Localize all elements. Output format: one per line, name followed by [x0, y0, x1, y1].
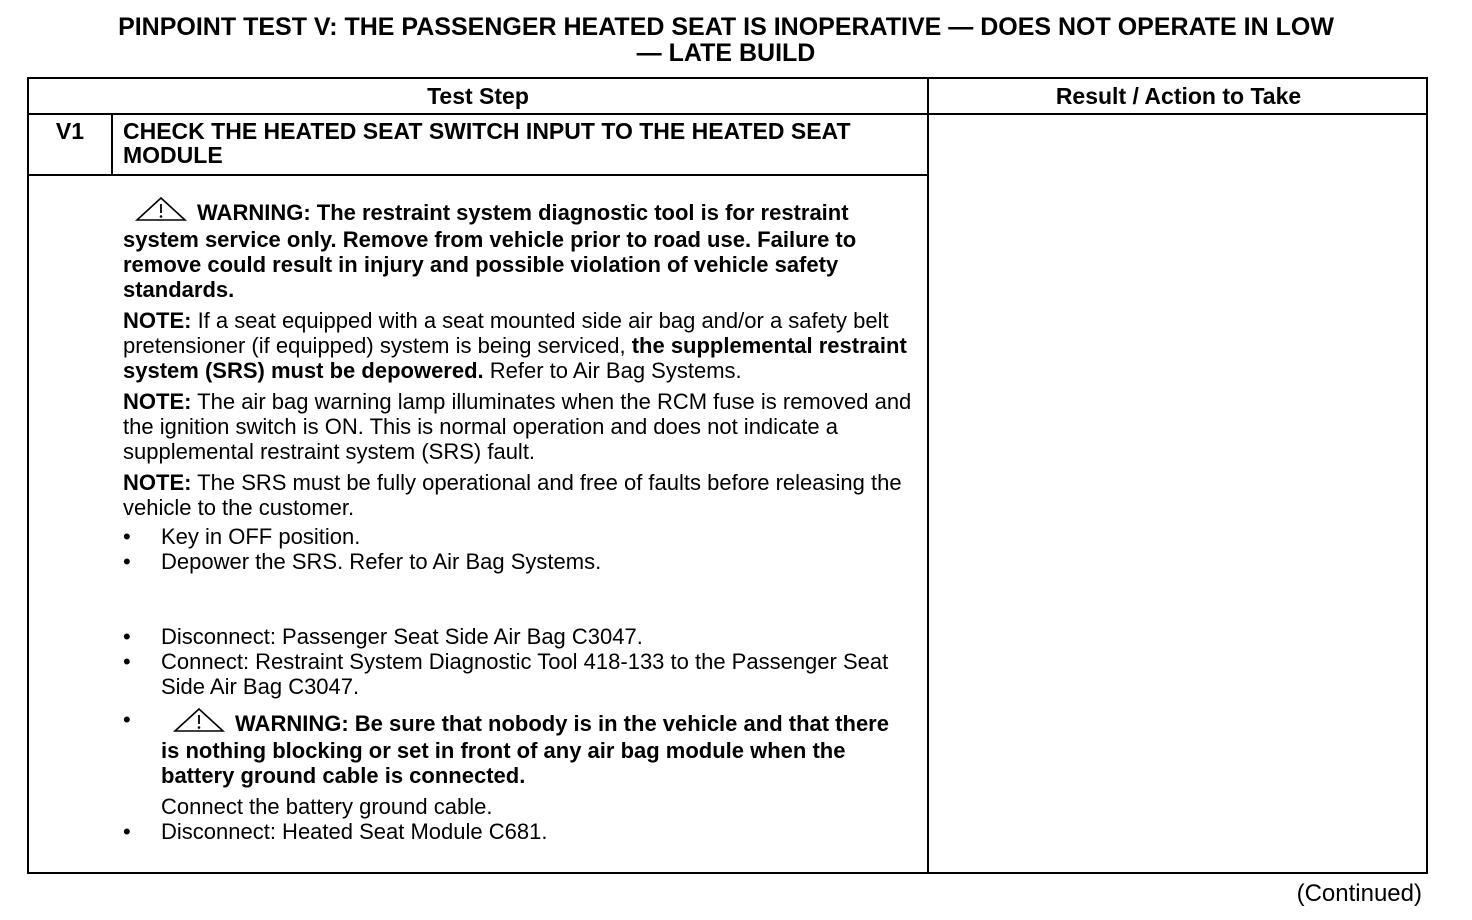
warning-1-label: WARNING — [197, 200, 304, 225]
note-3-text: The SRS must be fully operational and free of faults before releasing the vehicle to the customer. — [123, 470, 902, 520]
note-3-label: NOTE: — [123, 470, 192, 495]
bullet-item: • Disconnect: Passenger Seat Side Air Bag C3047. — [123, 624, 643, 649]
note-2-text: The air bag warning lamp illuminates when the RCM fuse is removed and the ignition switch is ON. This is normal operation and does not indicate a supplemental restraint system (SRS) fault. — [123, 389, 912, 464]
bullet-item: • Connect: Restraint System Diagnostic Tool 418-133 to the Passenger Seat Side Air Bag C3047. — [123, 649, 889, 699]
note-1-label: NOTE: — [123, 308, 192, 333]
note-2-label: NOTE: — [123, 389, 192, 414]
note-1-tail: Refer to Air Bag Systems. — [483, 358, 742, 383]
note-3 — [123, 470, 913, 520]
column-divider — [927, 79, 929, 874]
step-title-divider — [29, 174, 927, 176]
bullet-continuation: Connect the battery ground cable. — [161, 794, 493, 819]
header-result: Result / Action to Take — [1055, 83, 1302, 109]
note-1-text: If a seat equipped with a seat mounted side air bag and/or a safety belt pretensioner (if equipped) system is being serviced, — [123, 308, 889, 358]
warning-triangle-icon — [173, 707, 225, 738]
bullet-item-warning: • WARNING: Be sure that nobody is in the vehicle and that there is nothing blocking or set in front of any air bag module when the battery ground cable is connected. — [123, 707, 889, 788]
step-title: CHECK THE HEATED SEAT SWITCH INPUT TO THE HEATED SEAT MODULE — [123, 118, 851, 168]
pinpoint-test-table — [27, 77, 1428, 874]
header-divider — [29, 113, 1428, 115]
warning-1-text: : The restraint system diagnostic tool is for restraint system service only. Remove from vehicle prior to road use. Failure to remove could result in injury and possible violation of vehicle safety standards. — [123, 200, 857, 302]
title-line-2: — LATE BUILD — [636, 39, 816, 67]
step-id-divider — [111, 115, 113, 175]
bullet-item: • Key in OFF position. — [123, 524, 361, 549]
header-test-step: Test Step — [427, 83, 529, 109]
title-line-1: PINPOINT TEST V: THE PASSENGER HEATED SEAT IS INOPERATIVE — DOES NOT OPERATE IN LOW — [118, 13, 1334, 41]
step-content — [123, 196, 913, 844]
step-id: V1 — [55, 118, 85, 144]
page-title — [0, 14, 1452, 66]
note-1-bold: the supplemental restraint system (SRS) must be depowered. — [123, 333, 907, 383]
warning-triangle-icon — [135, 196, 187, 227]
bullet-item: • Depower the SRS. Refer to Air Bag Systems. — [123, 549, 602, 574]
note-1 — [123, 308, 913, 383]
warning-2-text: WARNING: Be sure that nobody is in the vehicle and that there is nothing blocking or set in front of any air bag module when the battery ground cable is connected. — [161, 711, 889, 788]
bullet-item: • Disconnect: Heated Seat Module C681. — [123, 819, 548, 844]
note-2 — [123, 389, 913, 464]
warning-1 — [123, 196, 913, 302]
continued-label: (Continued) — [1296, 880, 1422, 907]
